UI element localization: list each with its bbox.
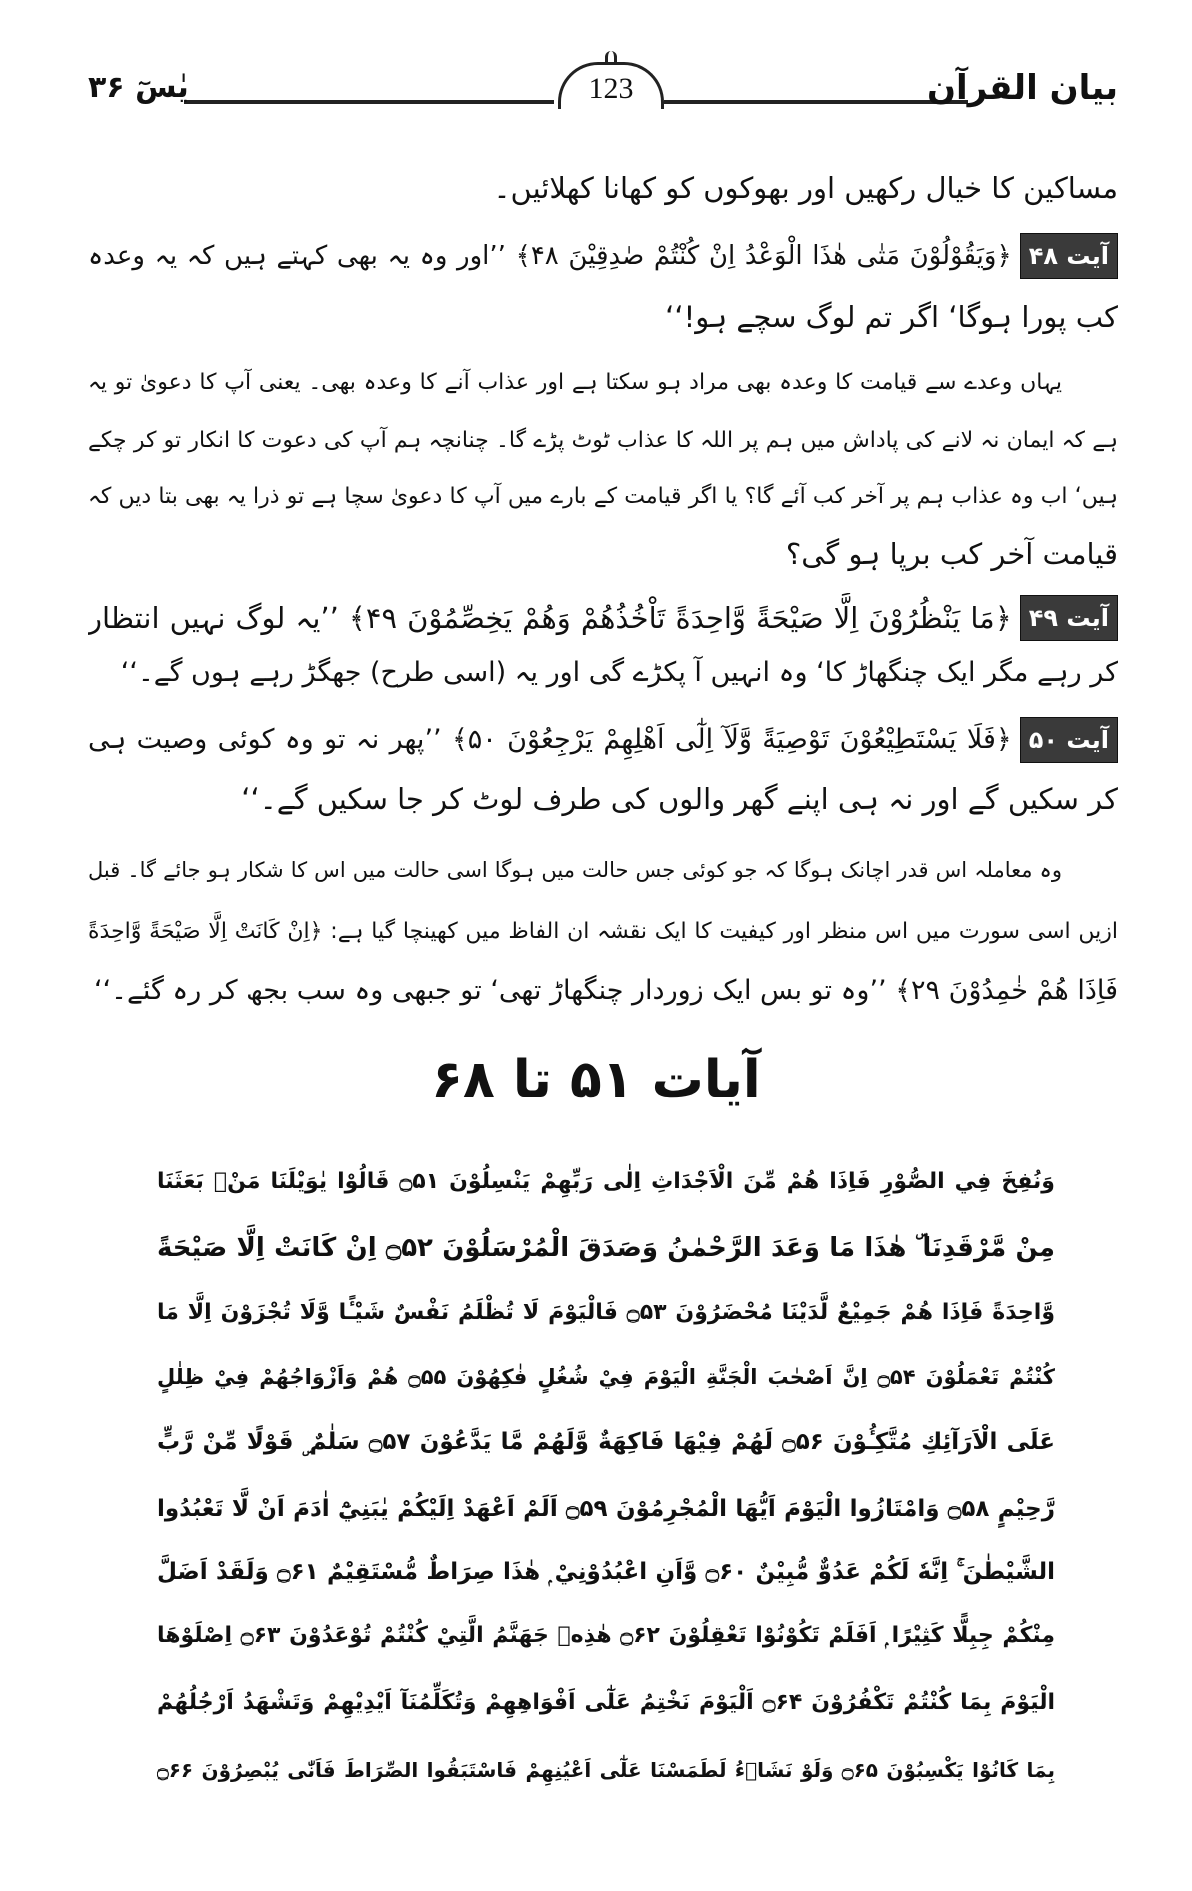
ayah-text: ﴿فَلَا يَسْتَطِيْعُوْنَ تَوْصِيَةً وَّلَآ اِلٰٓى اَهْلِهِمْ يَرْجِعُوْنَ ۵۰﴾ ’’پھر نہ تو وہ کوئی وصیت ہی xyxy=(88,724,1012,755)
surah-name: یٰسٓ ۳۶ xyxy=(88,70,189,105)
ayah-49-line xyxy=(88,592,1118,644)
text-line: کر رہے مگر ایک چنگھاڑ کا‘ وہ انہیں آ پکڑے گی اور یہ (اسی طرح) جھگڑ رہے ہوں گے۔‘‘ xyxy=(120,657,1118,688)
section-heading: آیات ۵۱ تا ۶۸ xyxy=(431,1050,761,1110)
header-rule-right xyxy=(664,100,968,104)
text-line: کب پورا ہوگا‘ اگر تم لوگ سچے ہو!‘‘ xyxy=(665,300,1118,334)
book-title: بیان القرآن xyxy=(927,68,1118,108)
running-header xyxy=(88,62,1118,122)
quran-line: مِنْ مَّرْقَدِنَا ۜ هٰذَا مَا وَعَدَ الرَّحْمٰنُ وَصَدَقَ الْمُرْسَلُوْنَ ۝۵۲ اِنْ كَانَتْ اِلَّا صَيْحَةً xyxy=(157,1233,1055,1263)
header-rule-left xyxy=(184,100,554,104)
ayah-badge: آیت ۴۸ xyxy=(1020,233,1118,279)
text-line: وہ معاملہ اس قدر اچانک ہوگا کہ جو کوئی جس حالت میں ہوگا اسی حالت میں اس کا شکار ہو جائے گا۔ قبل xyxy=(88,858,1062,882)
ayah-badge: آیت ۵۰ xyxy=(1020,717,1118,763)
text-line: ہے کہ ایمان نہ لانے کی پاداش میں ہم پر اللہ کا عذاب ٹوٹ پڑے گا۔ چنانچہ ہم آپ کی دعوت کا انکار تو کر چکے xyxy=(88,428,1118,453)
quran-line: الشَّيْطٰنَ ۚ اِنَّهٗ لَكُمْ عَدُوٌّ مُّبِيْنٌ ۝۶۰ وَّاَنِ اعْبُدُوْنِيْ ۭ هٰذَا صِرَاطٌ مُّسْتَقِيْمٌ ۝۶۱ وَلَقَدْ اَضَلَّ xyxy=(157,1559,1055,1585)
text-line: کر سکیں گے اور نہ ہی اپنے گھر والوں کی طرف لوٹ کر جا سکیں گے۔‘‘ xyxy=(241,782,1118,816)
quran-line: مِنْكُمْ جِبِلًّا كَثِيْرًا ۭ اَفَلَمْ تَكُوْنُوْا تَعْقِلُوْنَ ۝۶۲ هٰذِهٖ جَهَنَّمُ الَّتِيْ كُنْتُمْ تُوْعَدُوْنَ ۝۶۳ اِصْلَوْهَا xyxy=(157,1623,1055,1648)
ayah-48-line xyxy=(88,230,1118,282)
ayah-badge: آیت ۴۹ xyxy=(1020,595,1118,641)
text-line: فَاِذَا هُمْ خٰمِدُوْنَ ۲۹﴾ ’’وہ تو بس ایک زوردار چنگھاڑ تھی‘ تو جبھی وہ سب بجھ کر رہ گئے۔‘‘ xyxy=(94,975,1118,1006)
page-number: 123 xyxy=(558,62,664,109)
text-line: مساکین کا خیال رکھیں اور بھوکوں کو کھانا کھلائیں۔ xyxy=(493,171,1118,205)
quran-line: وَنُفِخَ فِي الصُّوْرِ فَاِذَا هُمْ مِّنَ الْاَجْدَاثِ اِلٰى رَبِّهِمْ يَنْسِلُوْنَ ۝۵۱ قَالُوْا يٰوَيْلَنَا مَنْۢ بَعَثَنَا xyxy=(157,1169,1055,1194)
text-line: ہیں‘ اب وہ عذاب ہم پر آخر کب آئے گا؟ یا اگر قیامت کے بارے میں آپ کا دعویٰ سچا ہے تو ذرا یہ بھی بتا دیں کہ xyxy=(88,484,1118,509)
ayah-text: ﴿وَيَقُوْلُوْنَ مَتٰى هٰذَا الْوَعْدُ اِنْ كُنْتُمْ صٰدِقِيْنَ ۴۸﴾ ’’اور وہ یہ بھی کہتے ہیں کہ یہ وعدہ xyxy=(88,241,1012,271)
quran-line: عَلَى الْاَرَآئِكِ مُتَّكِـُٔوْنَ ۝۵۶ لَهُمْ فِيْهَا فَاكِهَةٌ وَّلَهُمْ مَّا يَدَّعُوْنَ ۝۵۷ سَلٰمٌ ۣ قَوْلًا مِّنْ رَّبٍّ xyxy=(157,1429,1055,1455)
quran-line: بِمَا كَانُوْا يَكْسِبُوْنَ ۝۶۵ وَلَوْ نَشَاۗءُ لَطَمَسْنَا عَلٰٓى اَعْيُنِهِمْ فَاسْتَبَقُوا الصِّرَاطَ فَاَنّٰى يُبْصِرُوْنَ ۝۶۶ xyxy=(157,1758,1055,1782)
quran-line: رَّحِيْمٍ ۝۵۸ وَامْتَازُوا الْيَوْمَ اَيُّهَا الْمُجْرِمُوْنَ ۝۵۹ اَلَمْ اَعْهَدْ اِلَيْكُمْ يٰبَنِيْٓ اٰدَمَ اَنْ لَّا تَعْبُدُوا xyxy=(157,1496,1055,1522)
quran-line: كُنْتُمْ تَعْمَلُوْنَ ۝۵۴ اِنَّ اَصْحٰبَ الْجَنَّةِ الْيَوْمَ فِيْ شُغُلٍ فٰكِهُوْنَ ۝۵۵ هُمْ وَاَزْوَاجُهُمْ فِيْ ظِلٰلٍ xyxy=(157,1365,1055,1389)
text-line: قیامت آخر کب برپا ہو گی؟ xyxy=(785,537,1118,571)
ayah-text: ﴿مَا يَنْظُرُوْنَ اِلَّا صَيْحَةً وَّاحِدَةً تَاْخُذُهُمْ وَهُمْ يَخِصِّمُوْنَ ۴۹﴾ ’’یہ لوگ نہیں انتظار xyxy=(88,601,1012,635)
text-line: ازیں اسی سورت میں اس منظر اور کیفیت کا ایک نقشہ ان الفاظ میں کھینچا گیا ہے: ﴿اِنْ كَانَتْ اِلَّا صَيْحَةً وَّاحِدَةً xyxy=(88,919,1118,944)
quran-line: الْيَوْمَ بِمَا كُنْتُمْ تَكْفُرُوْنَ ۝۶۴ اَلْيَوْمَ نَخْتِمُ عَلٰٓى اَفْوَاهِهِمْ وَتُكَلِّمُنَآ اَيْدِيْهِمْ وَتَشْهَدُ اَرْجُلُهُمْ xyxy=(157,1690,1055,1715)
text-line: یہاں وعدے سے قیامت کا وعدہ بھی مراد ہو سکتا ہے اور عذاب آنے کا وعدہ بھی۔ یعنی آپ کا دعویٰ تو یہ xyxy=(88,370,1062,395)
ayah-50-line xyxy=(88,714,1118,766)
quran-line: وَّاحِدَةً فَاِذَا هُمْ جَمِيْعٌ لَّدَيْنَا مُحْضَرُوْنَ ۝۵۳ فَالْيَوْمَ لَا تُظْلَمُ نَفْسٌ شَيْـًٔا وَّلَا تُجْزَوْنَ اِلَّا مَا xyxy=(157,1300,1055,1325)
